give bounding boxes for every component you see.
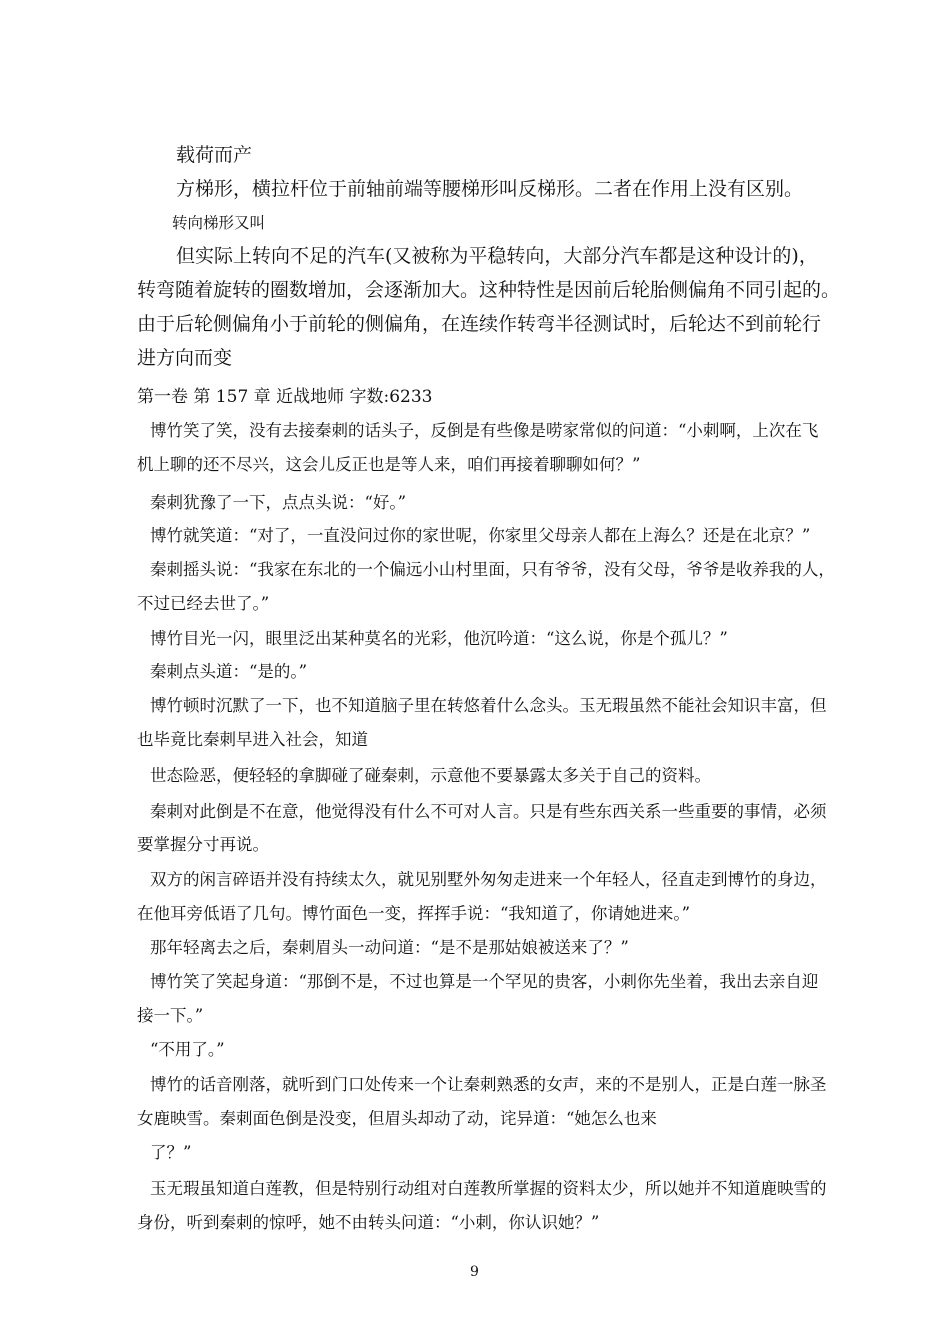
excerpt-line-5: 转弯随着旋转的圈数增加，会逐渐加大。这种特性是因前后轮胎侧偏角不同引起的。	[137, 279, 841, 301]
body-line: 身份，听到秦刺的惊呼，她不由转头问道：“小刺，你认识她？”	[137, 1213, 600, 1232]
excerpt-line-4: 但实际上转向不足的汽车(又被称为平稳转向，大部分汽车都是这种设计的)，	[176, 245, 818, 267]
body-line: 女鹿映雪。秦刺面色倒是没变，但眉头却动了动，诧异道：“她怎么也来	[137, 1109, 657, 1128]
body-line: 秦刺对此倒是不在意，他觉得没有什么不可对人言。只是有些东西关系一些重要的事情，必须	[150, 802, 827, 821]
body-line: 秦刺犹豫了一下，点点头说：“好。”	[150, 493, 407, 512]
excerpt-line-3: 转向梯形又叫	[172, 214, 266, 232]
body-line: 玉无瑕虽知道白莲教，但是特别行动组对白莲教所掌握的资料太少，所以她并不知道鹿映雪的	[150, 1179, 827, 1198]
body-line: 了？”	[150, 1143, 192, 1162]
excerpt-line-1: 载荷而产	[176, 144, 253, 166]
body-line: 要掌握分寸再说。	[137, 835, 269, 854]
body-line: 那年轻离去之后，秦刺眉头一动问道：“是不是那姑娘被送来了？”	[150, 938, 629, 957]
body-line: 机上聊的还不尽兴，这会儿反正也是等人来，咱们再接着聊聊如何？”	[137, 455, 641, 474]
body-line: 博竹笑了笑，没有去接秦刺的话头子，反倒是有些像是唠家常似的问道：“小刺啊，上次在飞	[150, 421, 819, 440]
page-number: 9	[470, 1264, 479, 1280]
body-line: 博竹笑了笑起身道：“那倒不是，不过也算是一个罕见的贵客，小刺你先坐着，我出去亲自迎	[150, 972, 819, 991]
body-line: “不用了。”	[150, 1040, 225, 1059]
excerpt-line-2: 方梯形，横拉杆位于前轴前端等腰梯形叫反梯形。二者在作用上没有区别。	[176, 178, 804, 200]
body-line: 秦刺摇头说：“我家在东北的一个偏远小山村里面，只有爷爷，没有父母，爷爷是收养我的人，	[150, 560, 835, 579]
body-line: 世态险恶，便轻轻的拿脚碰了碰秦刺，示意他不要暴露太多关于自己的资料。	[150, 766, 711, 785]
excerpt-line-7: 进方向而变	[137, 347, 233, 369]
body-line: 博竹的话音刚落，就听到门口处传来一个让秦刺熟悉的女声，来的不是别人，正是白莲一脉圣	[150, 1075, 827, 1094]
body-line: 接一下。”	[137, 1006, 204, 1025]
body-line: 秦刺点头道：“是的。”	[150, 662, 308, 681]
body-line: 博竹就笑道：“对了，一直没问过你的家世呢，你家里父母亲人都在上海么？还是在北京？”	[150, 526, 811, 545]
body-line: 博竹顿时沉默了一下，也不知道脑子里在转悠着什么念头。玉无瑕虽然不能社会知识丰富，但	[150, 696, 827, 715]
body-line: 双方的闲言碎语并没有持续太久，就见别墅外匆匆走进来一个年轻人，径直走到博竹的身边，	[150, 870, 827, 889]
body-line: 在他耳旁低语了几句。博竹面色一变，挥挥手说：“我知道了，你请她进来。”	[137, 904, 691, 923]
excerpt-line-6: 由于后轮侧偏角小于前轮的侧偏角，在连续作转弯半径测试时，后轮达不到前轮行	[137, 313, 822, 335]
body-line: 不过已经去世了。”	[137, 594, 270, 613]
body-line: 也毕竟比秦刺早进入社会，知道	[137, 730, 368, 749]
chapter-heading: 第一卷 第 157 章 近战地师 字数:6233	[137, 387, 433, 407]
body-line: 博竹目光一闪，眼里泛出某种莫名的光彩，他沉吟道：“这么说，你是个孤儿？”	[150, 629, 728, 648]
